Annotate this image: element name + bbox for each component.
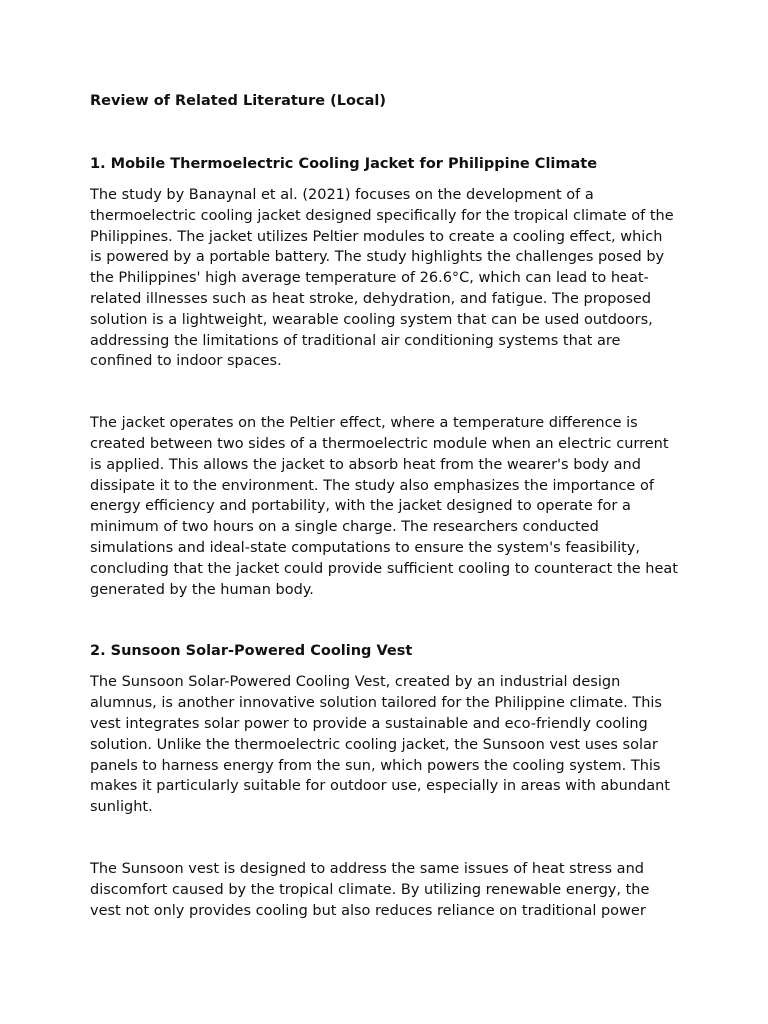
section-2-paragraph-2: The Sunsoon vest is designed to address the same issues of heat stress and discomfort caused by the tropical climate. By utilizing renewable energy, the vest not only provides cooling but also reduces reliance on traditional power [90, 860, 650, 919]
document-title: Review of Related Literature (Local) [90, 93, 386, 109]
section-heading-2: 2. Sunsoon Solar-Powered Cooling Vest [90, 643, 413, 660]
section-heading-1: 1. Mobile Thermoelectric Cooling Jacket for Philippine Climate [90, 156, 598, 172]
section-1-paragraph-1: The study by Banaynal et al. (2021) focuses on the development of a thermoelectric cooling jacket designed specifically for the tropical climate of the Philippines. The jacket utilizes Peltier modules to create a cooling effect, which is powered by a portable battery. The study highlights the challenges posed by the Philippines' high average temperature of 26.6°C, which can lead to heat-related illnesses such as heat stroke, dehydration, and fatigue. The proposed solution is a lightweight, wearable cooling system that can be used outdoors, addressing the limitations of traditional air conditioning systems that are confined to indoor spaces. [90, 187, 674, 370]
section-1-paragraph-2: The jacket operates on the Peltier effect, where a temperature difference is created between two sides of a thermoelectric module when an electric current is applied. This allows the jacket to absorb heat from the wearer's body and dissipate it to the environment. The study also emphasizes the importance of energy efficiency and portability, with the jacket designed to operate for a minimum of two hours on a single charge. The researchers conducted simulations and ideal-state computations to ensure the system's feasibility, concluding that the jacket could provide sufficient cooling to counteract the heat generated by the human body. [90, 415, 678, 598]
section-2-paragraph-1: The Sunsoon Solar-Powered Cooling Vest, created by an industrial design alumnus, is another innovative solution tailored for the Philippine climate. This vest integrates solar power to provide a sustainable and eco-friendly cooling solution. Unlike the thermoelectric cooling jacket, the Sunsoon vest uses solar panels to harness energy from the sun, which powers the cooling system. This makes it particularly suitable for outdoor use, especially in areas with abundant sunlight. [90, 674, 670, 816]
